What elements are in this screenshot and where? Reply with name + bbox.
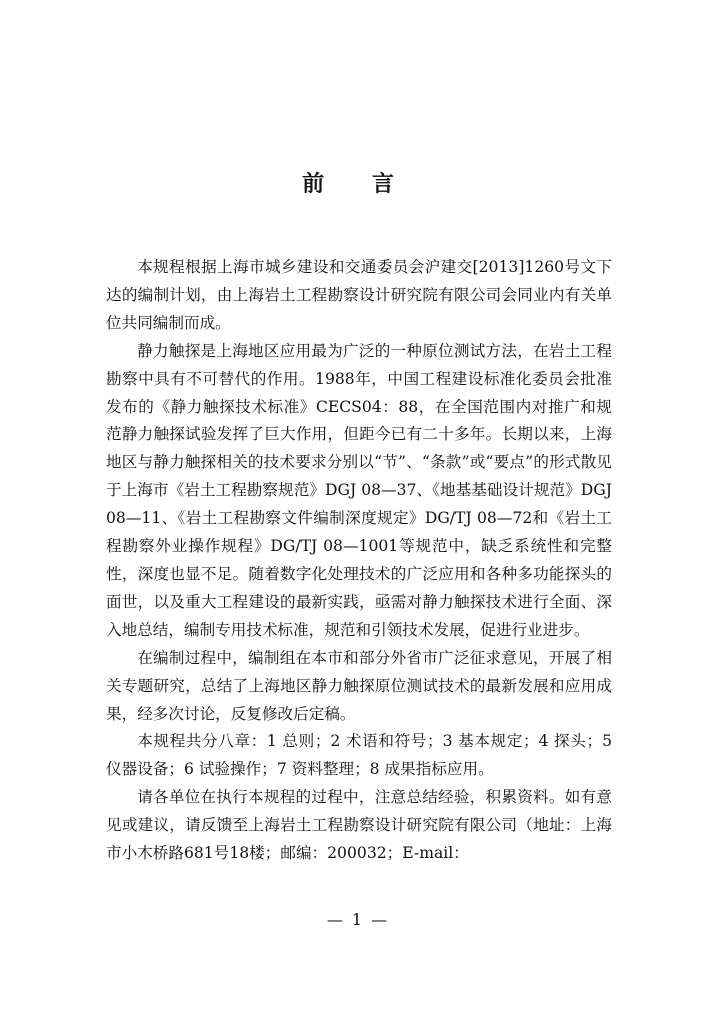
paragraph-4: 本规程共分八章：1 总则；2 术语和符号；3 基本规定；4 探头；5 仪器设备；6 试验操作；7 资料整理；8 成果指标应用。 — [106, 732, 612, 779]
paragraph-5: 请各单位在执行本规程的过程中，注意总结经验，积累资料。如有意见或建议，请反馈至上海岩土工程勘察设计研究院有限公司（地址：上海市小木桥路681号18楼；邮编：200032；E-mail： — [106, 788, 612, 863]
paragraph-2: 静力触探是上海地区应用最为广泛的一种原位测试方法，在岩土工程勘察中具有不可替代的作用。1988年，中国工程建设标准化委员会批准发布的《静力触探技术标准》CECS04：88，在全国范围内对推广和规范静力触探试验发挥了巨大作用，但距今已有二十多年。长期以来，上海地区与静力触探相关的技术要求分别以“节”、“条款”或“要点”的形式散见于上海市《岩土工程勘察规范》DGJ 08—37、《地基基础设计规范》DGJ 08—11、《岩土工程勘察文件编制深度规定》DG/TJ 08—72和《岩土工程勘察外业操作规程》DG/TJ 08—1001等规范中，缺乏系统性和完整性，深度也显不足。随着数字化处理技术的广泛应用和各种多功能探头的面世，以及重大工程建设的最新实践，亟需对静力触探技术进行全面、深入地总结，编制专用技术标准，规范和引领技术发展，促进行业进步。 — [106, 341, 612, 639]
paragraph-1: 本规程根据上海市城乡建设和交通委员会沪建交[2013]1260号文下达的编制计划，由上海岩土工程勘察设计研究院有限公司会同业内有关单位共同编制而成。 — [106, 258, 612, 332]
page-title: 前 言 — [302, 172, 414, 197]
paragraph-3: 在编制过程中，编制组在本市和部分外省市广泛征求意见，开展了相关专题研究，总结了上海地区静力触探原位测试技术的最新发展和应用成果，经多次讨论，反复修改后定稿。 — [106, 648, 612, 723]
page-number: — 1 — — [326, 910, 390, 929]
body-text — [106, 254, 612, 868]
